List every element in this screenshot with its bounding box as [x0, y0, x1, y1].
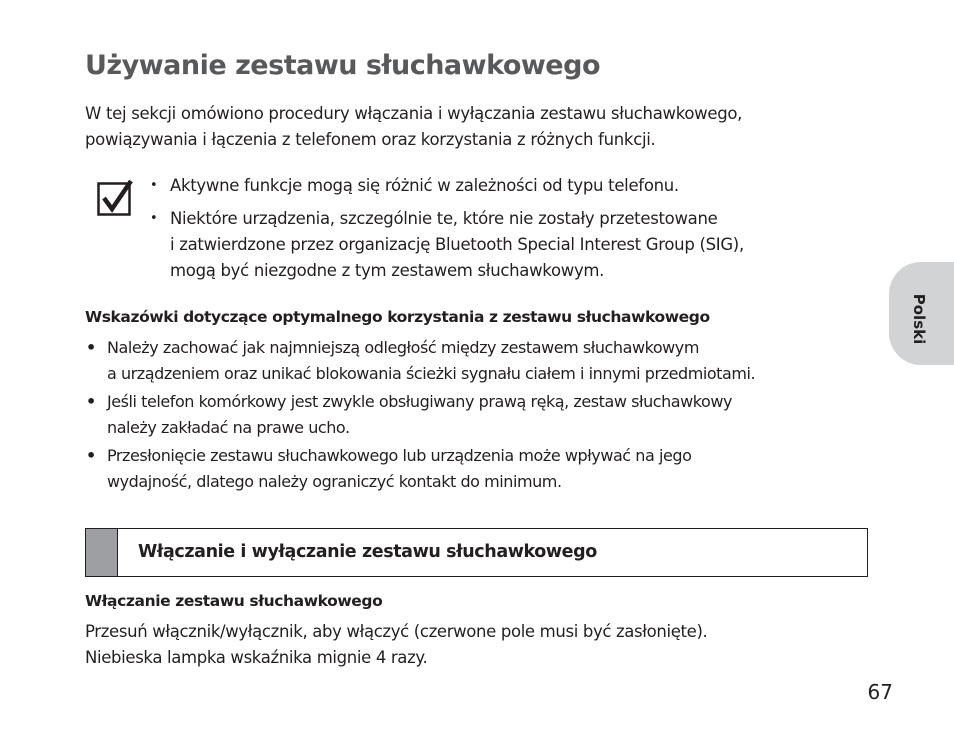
intro-line: W tej sekcji omówiono procedury włączania i wyłączania zestawu słuchawkowego,: [85, 104, 743, 123]
tip-line: należy zakładać na prawe ucho.: [107, 418, 350, 437]
note-line: mogą być niezgodne z tym zestawem słuchawkowym.: [170, 261, 605, 280]
tip-item: [85, 335, 865, 387]
subsection-line: Przesuń włącznik/wyłącznik, aby włączyć (czerwone pole musi być zasłonięte).: [85, 622, 708, 641]
note-line: • Niektóre urządzenia, szczególnie te, które nie zostały przetestowane: [170, 209, 718, 228]
note-item: [148, 206, 848, 284]
tip-line: • Jeśli telefon komórkowy jest zwykle obsługiwany prawą ręką, zestaw słuchawkowy: [107, 392, 733, 411]
tip-item: [85, 443, 865, 495]
subsection-body: [85, 619, 865, 671]
page-number: 67: [867, 680, 893, 704]
section-marker: [86, 529, 118, 576]
note-line: i zatwierdzone przez organizację Bluetooth Special Interest Group (SIG),: [170, 235, 744, 254]
section-title: Włączanie i wyłączanie zestawu słuchawkowego: [138, 542, 597, 562]
tip-line: • Przesłonięcie zestawu słuchawkowego lub urządzenia może wpływać na jego: [107, 446, 692, 465]
language-tab: [889, 262, 954, 365]
language-tab-label: Polski: [910, 293, 928, 345]
tip-line: wydajność, dlatego należy ograniczyć kontakt do minimum.: [107, 472, 562, 491]
tip-line: • Należy zachować jak najmniejszą odległość między zestawem słuchawkowym: [107, 338, 699, 357]
note-item: [148, 173, 848, 199]
page-title: Używanie zestawu słuchawkowego: [85, 50, 600, 81]
intro-line: powiązywania i łączenia z telefonem oraz korzystania z różnych funkcji.: [85, 130, 656, 149]
tip-item: [85, 389, 865, 441]
subsection-heading: Włączanie zestawu słuchawkowego: [85, 592, 383, 610]
note-list: [148, 173, 848, 291]
tip-line: a urządzeniem oraz unikać blokowania ścieżki sygnału ciałem i innymi przedmiotami.: [107, 364, 756, 383]
note-line: • Aktywne funkcje mogą się różnić w zależności od typu telefonu.: [170, 176, 679, 195]
tips-heading: Wskazówki dotyczące optymalnego korzystania z zestawu słuchawkowego: [85, 308, 710, 326]
section-header-bar: [85, 528, 868, 577]
intro-paragraph: [85, 101, 875, 153]
checkbox-icon: [97, 180, 133, 216]
subsection-line: Niebieska lampka wskaźnika mignie 4 razy.: [85, 648, 428, 667]
tips-list: [85, 335, 865, 497]
